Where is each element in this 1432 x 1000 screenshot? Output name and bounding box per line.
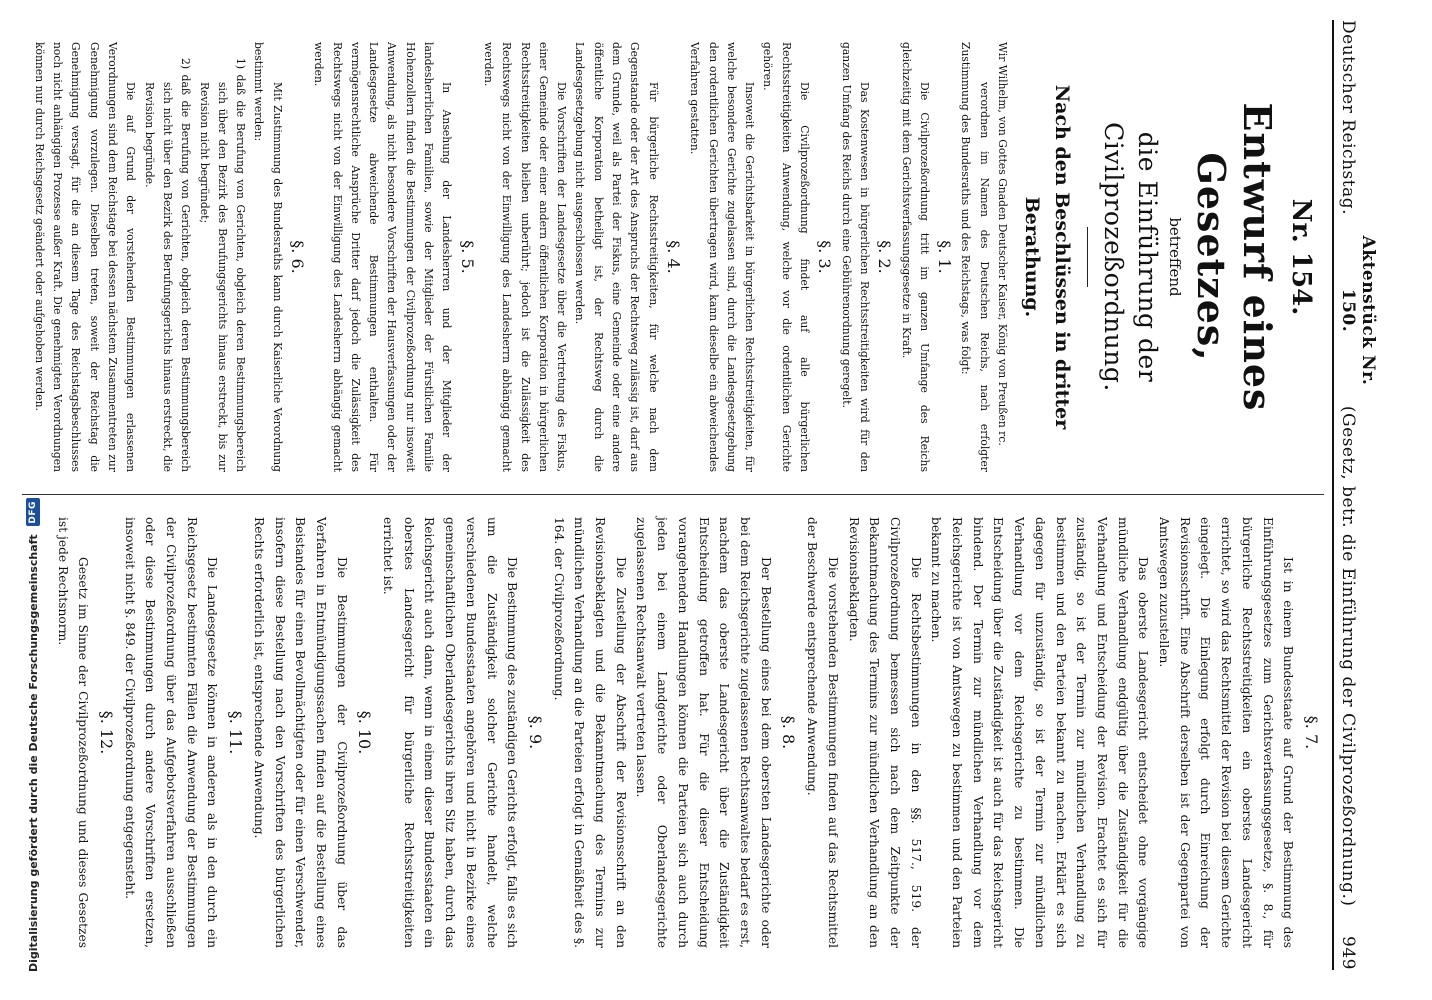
credit-text: Digitalisierung gefördert durch die Deutsche Forschungsgemeinschaft	[26, 534, 40, 972]
section-paragraph: Mit Zustimmung des Bundesraths kann durch Kaiserliche Verordnung bestimmt werden:	[252, 42, 284, 472]
section-paragraph: Die vorstehenden Bestimmungen finden auf das Rechtsmittel der Beschwerde entsprechende Anwendung.	[805, 517, 840, 948]
section-paragraph: Ist in einem Bundesstaate auf Grund der Bestimmung des Einführungsgesetzes zum Gerichtsverfassungsgesetze, §. 8., für bürgerliche Rechtsstreitigkeiten ein oberstes Landesgericht errichtet, so wird das Rechtsmittel der Revision bei diesem Gerichte eingelegt. Die Einlegung erfolgt durch Einreichung der Revisionsschrift. Eine Abschrift derselben ist der Gegenpartei von Amtswegen zuzustellen.	[1157, 517, 1296, 948]
section-paragraph: Für bürgerliche Rechtsstreitigkeiten, für welche nach dem Gegenstande oder der Art des Anspruchs der Rechtsweg zulässig ist, darf aus dem Grunde, weil als Partei der Fiskus, eine Gemeinde oder eine andere öffentliche Korporation betheiligt ist, der Rechtsweg durch die Landesgesetzgebung nicht ausgeschlossen werden.	[573, 42, 660, 472]
document-subtitle: die Einführung der Civilprozeßordnung.	[1099, 122, 1162, 392]
section-paragraph: Die Vorschriften der Landesgesetze über die Vertretung des Fiskus, einer Gemeinde oder einer andern öffentlichen Korporation in bürgerlichen Rechtsstreitigkeiten bleiben unberührt; jedoch ist die Zulässigkeit des Rechtswegs nicht von der Einwilligung des Landesherrn abhängig gemacht werden.	[481, 42, 569, 472]
left-column	[20, 20, 1324, 495]
preamble-line-1: Wir Wilhelm, von Gottes Gnaden Deutscher Kaiser, König von Preußen rc.	[996, 42, 1009, 446]
betreffend-label: betreffend	[1166, 217, 1184, 297]
section-label: §. 1.	[935, 240, 955, 274]
section-label: §. 5.	[457, 240, 477, 274]
section-paragraph: Die Landesgesetze können in anderen als in den durch ein Reichsgesetz bestimmten Fällen die Anwendung der Bestimmungen der Civilprozeßordnung über das Aufgebotsverfahren ausschließen oder diese Bestimmungen durch andere Vorschriften ersetzen, insoweit nicht §. 849. der Civilprozeßordnung entgegensteht.	[122, 517, 220, 948]
reading-note: Nach den Beschlüssen in dritter Berathung.	[1021, 84, 1073, 430]
right-column	[20, 495, 1324, 970]
section-paragraph: Die Bestimmung des zuständigen Gerichts erfolgt, falls es sich um die Zuständigkeit solcher Gerichte handelt, welche verschiedenen Bundesstaaten angehören und nicht in Bezirke eines gemeinschaftlichen Oberlandesgerichts ihren Sitz haben, durch das Reichsgericht auch dann, wenn in einem dieser Bundesstaaten ein oberstes Landesgericht für bürgerliche Rechtsstreitigkeiten errichtet ist.	[381, 517, 520, 948]
section-paragraph: Die Zustellung der Abschrift der Revisionsschrift an den Revisionsbeklagten und die Bekanntmachung des Termins zur mündlichen Verhandlung an die Parteien erfolgt in Gemäßheit des §. 164. der Civilprozeßordnung.	[551, 517, 628, 948]
header-center: Aktenstück Nr. 150.	[1338, 235, 1378, 386]
digitization-credit-text	[22, 0, 44, 1000]
dfg-logo-icon: DFG	[26, 498, 40, 526]
section-label: §. 4.	[663, 240, 683, 274]
section-label: §. 6.	[288, 240, 308, 274]
header-left: Deutscher Reichstag.	[1338, 20, 1358, 215]
section-label: §. 11.	[226, 710, 246, 755]
section-label: §. 2.	[875, 240, 895, 274]
section-paragraph: Der Bestellung eines bei dem obersten Landesgerichte oder bei dem Reichsgerichte zugelassenen Rechtsanwaltes bedarf es erst, nachdem das oberste Landesgericht über die Zuständigkeit Entscheidung getroffen hat. Für die dieser Entscheidung vorangehenden Handlungen können die Parteien sich auch durch jeden bei einem Landgerichte oder Oberlandesgerichte zugelassenen Rechtsanwalt vertreten lassen.	[634, 517, 773, 948]
document-title: Entwurf eines Gesetzes,	[1189, 102, 1280, 412]
section-label: §. 12.	[96, 710, 116, 755]
section-list-item: 1) daß die Berufung von Gerichten, obgleich deren Bestimmungsbereich sich über den Bezirk des Berufungsgerichts hinaus erstreckt, bis zur Revision nicht begründet;	[197, 58, 248, 472]
section-paragraph: Insoweit die Gerichtsbarkeit in bürgerlichen Rechtsstreitigkeiten, für welche besondere Gerichte zugelassen sind, durch die Landesgesetzgebung den ordentlichen Gerichten übertragen wird, kann dieselbe ein abweichendes Verfahren gestatten.	[688, 42, 757, 472]
left-sections	[30, 42, 954, 472]
document-number: Nr. 154.	[1286, 198, 1316, 316]
section-label: §. 10.	[355, 710, 375, 755]
preamble-line-2: verordnen im Namen des Deutschen Reichs, nach erfolgter Zustimmung des Bundesraths und des Reichstags, was folgt:	[959, 42, 991, 472]
section-paragraph: Das oberste Landesgericht entscheidet ohne vorgängige mündliche Verhandlung endgültig über die Zuständigkeit für die Verhandlung und Entscheidung der Revision. Erachtet es sich für zuständig, so ist der Termin zur mündlichen Verhandlung zu bestimmen und den Parteien bekannt zu machen. Erklärt es sich dagegen für unzuständig, so ist der Termin zur mündlichen Verhandlung vor dem Reichsgerichte zu bestimmen. Die Entscheidung über die Zuständigkeit ist auch für das Reichsgericht bindend. Der Termin zur mündlichen Verhandlung vor dem Reichsgerichte ist von Amtswegen zu bestimmen und den Parteien bekannt zu machen.	[929, 517, 1151, 948]
section-label: §. 3.	[815, 240, 835, 274]
section-label: §. 7.	[1302, 715, 1321, 750]
section-paragraph: In Ansehung der Landesherren und der Mitglieder der landesherrlichen Familien, sowie der Mitglieder der Fürstlichen Familie Hohenzollern finden die Bestimmungen der Civilprozeßordnung nur insoweit Anwendung, als nicht besondere Vorschriften der Hausverfassungen oder der Landesgesetze abweichende Bestimmungen enthalten. Für vermögensrechtliche Ansprüche Dritter darf jedoch die Zulässigkeit des Rechtswegs nicht von der Einwilligung des Landesherrn abhängig gemacht werden.	[312, 42, 454, 472]
section-list-item: 2) daß die Berufung von Gerichten, obgleich deren Bestimmungsbereich sich nicht über den Bezirk des Berufungsgerichts hinaus erstreckt, die Revision begründe.	[142, 58, 193, 472]
title-rule	[1087, 227, 1088, 287]
header-paren: (Gesetz, betr. die Einführung der Civilprozeßordnung.)	[1338, 405, 1358, 907]
running-header	[1332, 20, 1378, 970]
section-paragraph: Die Rechtsbestimmungen in den §§. 517., 519. der Civilprozeßordnung bemessen sich nach dem Zeitpunkte der Bekanntmachung des Termins zur mündlichen Verhandlung an den Revisionsbeklagten.	[846, 517, 923, 948]
section-label: §. 9.	[525, 715, 545, 750]
header-right	[1338, 406, 1358, 970]
section-paragraph: Die Bestimmungen der Civilprozeßordnung über das Verfahren in Entmündigungssachen finden auf die Bestellung eines Beistandes für einen Bevollmächtigten oder für einen Verschwender, insofern diese Bestellung nach den Vorschriften des bürgerlichen Rechts erforderlich ist, entsprechende Anwendung.	[251, 517, 349, 948]
section-label: §. 8.	[779, 715, 799, 750]
digitization-credit	[0, 0, 40, 1000]
section-paragraph: Gesetz im Sinne der Civilprozeßordnung und dieses Gesetzes ist jede Rechtsnorm.	[55, 517, 91, 948]
right-sections	[52, 517, 1321, 948]
section-paragraph: Die Civilprozeßordnung tritt im ganzen Umfange des Reichs gleichzeitig mit dem Gerichtsverfassungsgesetze in Kraft.	[899, 42, 931, 472]
text-columns	[20, 20, 1324, 970]
section-paragraph: Die Civilprozeßordnung findet auf alle bürgerlichen Rechtsstreitigkeiten Anwendung, welche vor die ordentlichen Gerichte gehören.	[761, 42, 812, 472]
section-paragraph: Die auf Grund der vorstehenden Bestimmungen erlassenen Verordnungen sind dem Reichstage bei dessen nächstem Zusammentreten zur Genehmigung vorzulegen. Dieselben treten, soweit der Reichstag die Genehmigung versagt, für die an diesem Tage des Reichstagsbeschlusses noch nicht anhängigen Prozesse außer Kraft. Die genehmigten Verordnungen können nur durch Reichsgesetz geändert oder aufgehoben werden.	[32, 42, 138, 472]
section-paragraph: Das Kostenwesen in bürgerlichen Rechtsstreitigkeiten wird für den ganzen Umfang des Reichs durch eine Gebührenordnung geregelt.	[839, 42, 871, 472]
page-number: 949	[1338, 936, 1358, 970]
